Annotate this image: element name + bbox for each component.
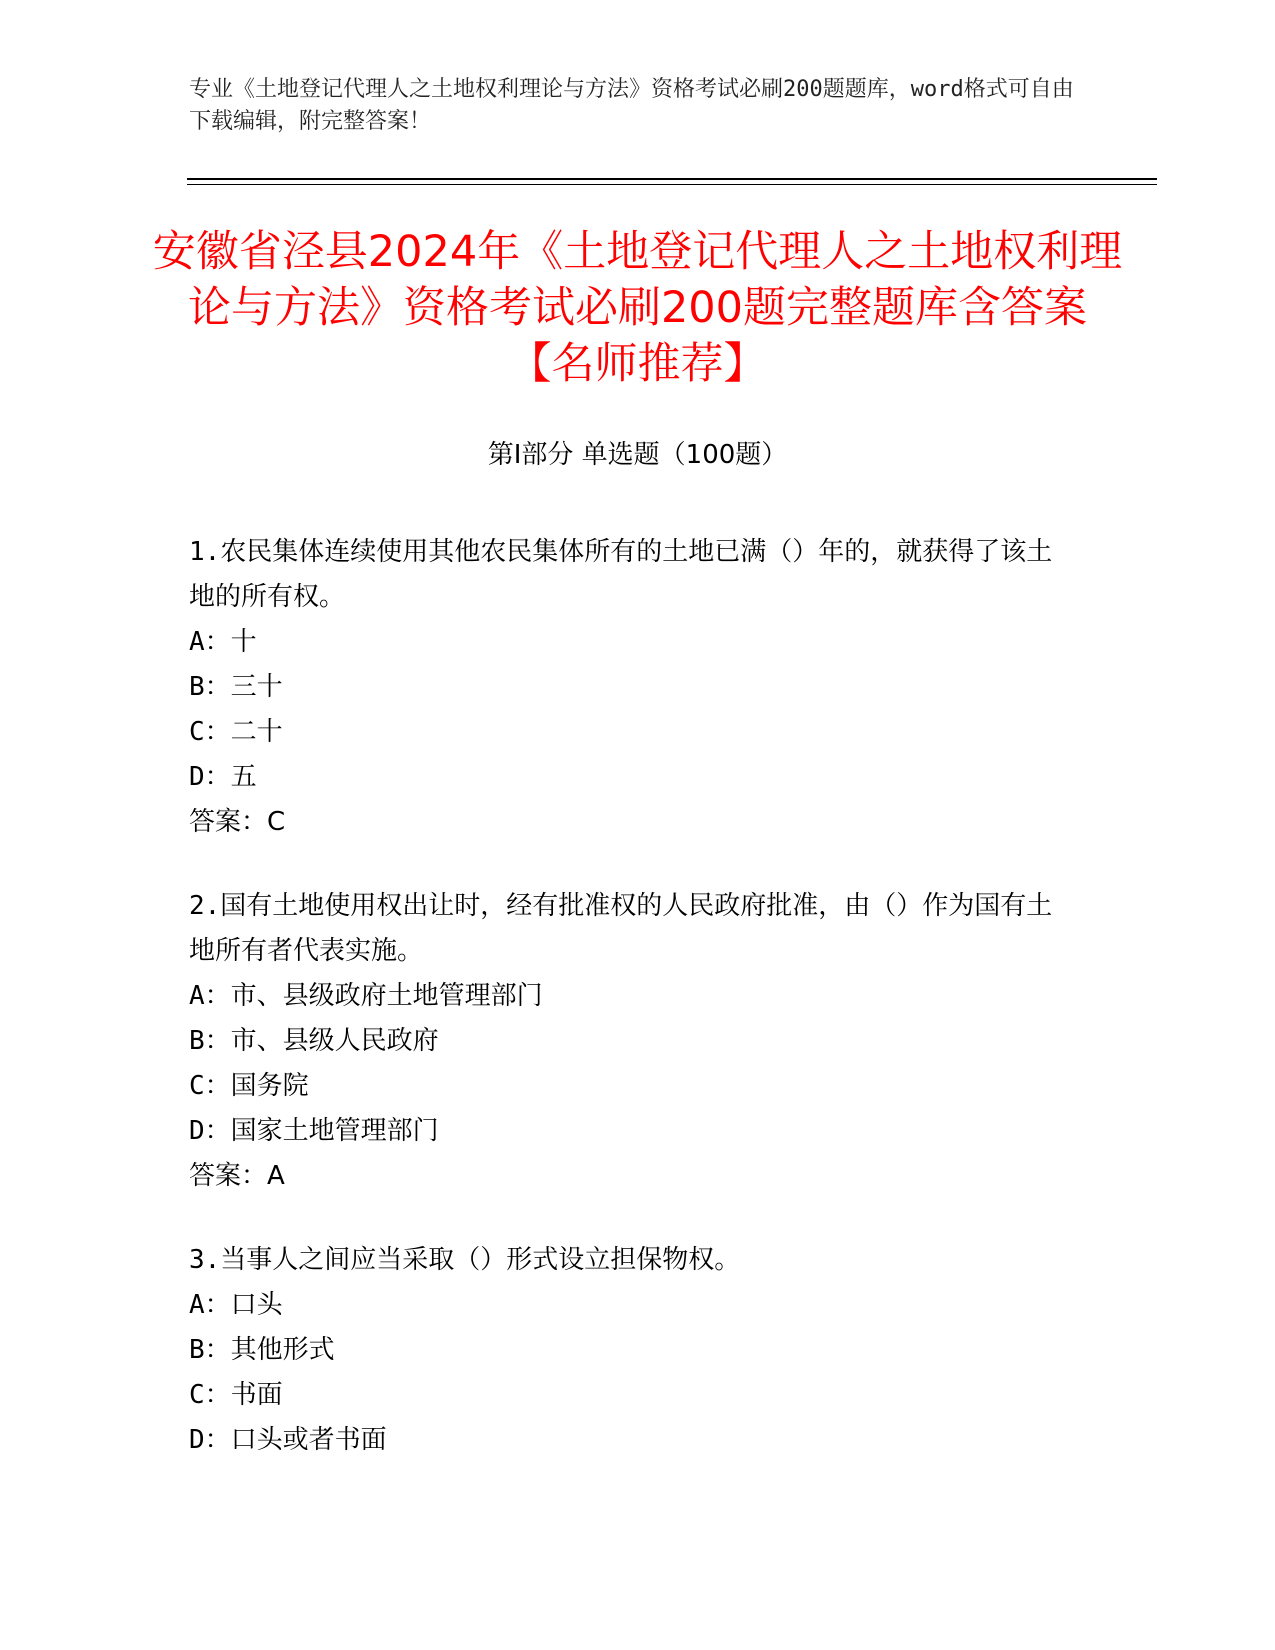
option-b: B：其他形式 (189, 1335, 335, 1365)
question-stem: 1.农民集体连续使用其他农民集体所有的土地已满（）年的，就获得了该土地的所有权。 (189, 537, 1053, 612)
option-a: A：口头 (189, 1290, 283, 1320)
option-b: B：三十 (189, 672, 283, 702)
option-c: C：二十 (189, 717, 283, 747)
question-1 (189, 530, 1069, 845)
option-c: C：书面 (189, 1380, 283, 1410)
option-d: D：国家土地管理部门 (189, 1116, 439, 1146)
option-b: B：市、县级人民政府 (189, 1026, 439, 1056)
header-note: 专业《土地登记代理人之土地权利理论与方法》资格考试必刷200题题库，word格式可自由下载编辑，附完整答案！ (189, 77, 1074, 134)
header-divider (187, 178, 1157, 185)
section-heading: 第Ⅰ部分 单选题（100题） (487, 440, 788, 470)
question-2 (189, 884, 1069, 1199)
document-title: 安徽省泾县2024年《土地登记代理人之土地权利理论与方法》资格考试必刷200题完整题库含答案【名师推荐】 (152, 227, 1123, 389)
question-3 (189, 1238, 1069, 1463)
option-a: A：市、县级政府土地管理部门 (189, 981, 543, 1011)
question-stem: 2.国有土地使用权出让时，经有批准权的人民政府批准，由（）作为国有土地所有者代表实施。 (189, 891, 1053, 966)
question-stem: 3.当事人之间应当采取（）形式设立担保物权。 (189, 1245, 741, 1275)
option-d: D：口头或者书面 (189, 1425, 387, 1455)
question-list (189, 530, 1069, 1502)
answer: 答案：A (189, 1161, 285, 1191)
answer: 答案：C (189, 807, 286, 837)
option-d: D：五 (189, 762, 257, 792)
option-c: C：国务院 (189, 1071, 309, 1101)
option-a: A：十 (189, 627, 257, 657)
